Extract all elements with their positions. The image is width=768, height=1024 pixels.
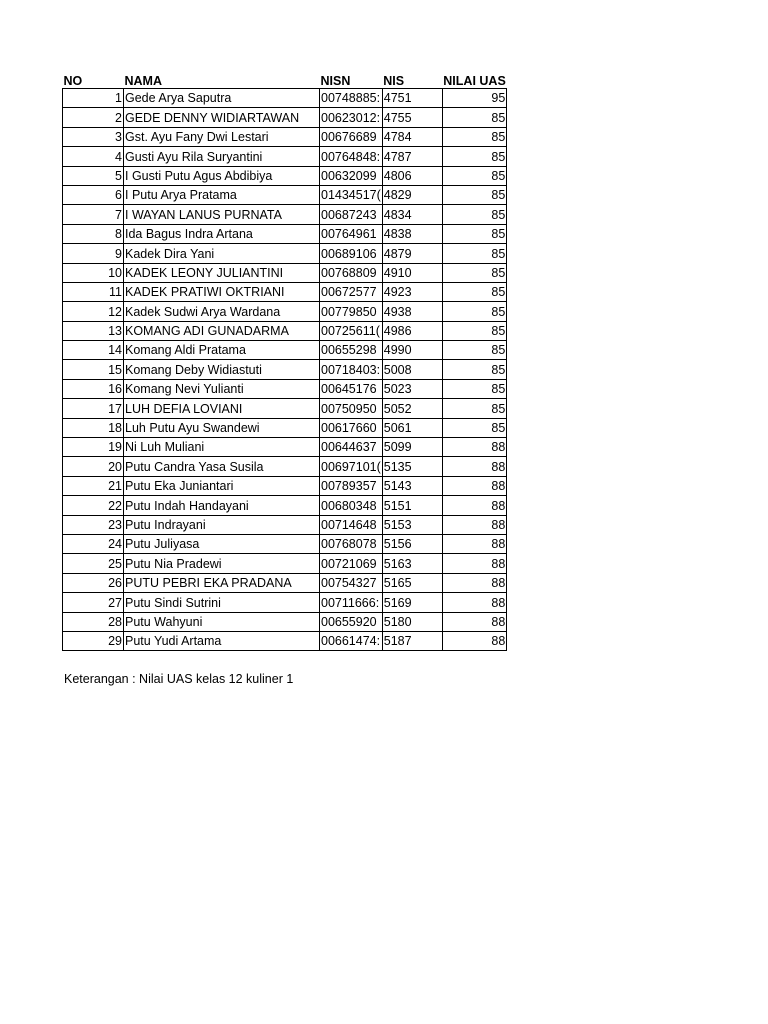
cell-no[interactable]: 13	[63, 321, 124, 340]
cell-nama[interactable]: Kadek Sudwi Arya Wardana	[124, 302, 320, 321]
header-nilai-uas: NILAI UAS	[443, 74, 506, 88]
cell-nilai-uas[interactable]: 88	[442, 515, 507, 534]
header-nis: NIS	[383, 74, 405, 88]
cell-no[interactable]: 16	[63, 379, 124, 398]
cell-nisn[interactable]: 00687243	[320, 205, 383, 224]
table-row	[63, 554, 507, 573]
cell-nama[interactable]: KADEK PRATIWI OKTRIANI	[124, 282, 320, 301]
cell-nis[interactable]: 5143	[382, 476, 442, 495]
cell-nilai-uas[interactable]: 85	[442, 224, 507, 243]
cell-nisn[interactable]: 01434517(	[320, 185, 383, 204]
cell-nama[interactable]: Putu Wahyuni	[124, 612, 320, 631]
spreadsheet	[62, 70, 507, 651]
cell-nilai-uas[interactable]: 88	[442, 457, 507, 476]
cell-no[interactable]: 20	[63, 457, 124, 476]
cell-nilai-uas[interactable]: 85	[442, 127, 507, 146]
table-row	[63, 534, 507, 553]
cell-nis[interactable]: 4787	[382, 147, 442, 166]
cell-nilai-uas[interactable]: 88	[442, 496, 507, 515]
cell-nis[interactable]: 4784	[382, 127, 442, 146]
cell-nis[interactable]: 4829	[382, 185, 442, 204]
cell-nilai-uas[interactable]: 85	[442, 185, 507, 204]
cell-nis[interactable]: 5151	[382, 496, 442, 515]
cell-nama[interactable]: GEDE DENNY WIDIARTAWAN	[124, 108, 320, 127]
cell-no[interactable]: 18	[63, 418, 124, 437]
cell-nis[interactable]: 5169	[382, 593, 442, 612]
cell-nama[interactable]: KOMANG ADI GUNADARMA	[124, 321, 320, 340]
cell-no[interactable]: 3	[63, 127, 124, 146]
cell-nilai-uas[interactable]: 88	[442, 438, 507, 457]
cell-nis[interactable]: 4755	[382, 108, 442, 127]
cell-no[interactable]: 29	[63, 631, 124, 650]
table-row	[63, 185, 507, 204]
table-row	[63, 399, 507, 418]
cell-nilai-uas[interactable]: 85	[442, 166, 507, 185]
table-row	[63, 457, 507, 476]
cell-nama[interactable]: Ida Bagus Indra Artana	[124, 224, 320, 243]
cell-nilai-uas[interactable]: 88	[442, 534, 507, 553]
cell-no[interactable]: 17	[63, 399, 124, 418]
cell-nama[interactable]: I Gusti Putu Agus Abdibiya	[124, 166, 320, 185]
cell-nis[interactable]: 4986	[382, 321, 442, 340]
cell-nama[interactable]: Putu Sindi Sutrini	[124, 593, 320, 612]
cell-nama[interactable]: Putu Nia Pradewi	[124, 554, 320, 573]
cell-nisn[interactable]: 00676689	[320, 127, 383, 146]
table-body	[63, 89, 507, 651]
cell-nisn[interactable]: 00748885:	[320, 89, 383, 108]
cell-nis[interactable]: 4910	[382, 263, 442, 282]
cell-nisn[interactable]: 00764848:	[320, 147, 383, 166]
cell-nama[interactable]: Komang Nevi Yulianti	[124, 379, 320, 398]
cell-nisn[interactable]: 00768078	[320, 534, 383, 553]
table-row	[63, 147, 507, 166]
cell-nilai-uas[interactable]: 88	[442, 554, 507, 573]
cell-nilai-uas[interactable]: 85	[442, 302, 507, 321]
cell-nilai-uas[interactable]: 88	[442, 476, 507, 495]
cell-no[interactable]: 26	[63, 573, 124, 592]
cell-nama[interactable]: Putu Candra Yasa Susila	[124, 457, 320, 476]
cell-nama[interactable]: Putu Eka Juniantari	[124, 476, 320, 495]
table-row	[63, 224, 507, 243]
table-row	[63, 612, 507, 631]
cell-nis[interactable]: 5156	[382, 534, 442, 553]
cell-nis[interactable]: 5023	[382, 379, 442, 398]
cell-nisn[interactable]: 00655920	[320, 612, 383, 631]
cell-nisn[interactable]: 00779850	[320, 302, 383, 321]
cell-nis[interactable]: 5187	[382, 631, 442, 650]
cell-no[interactable]: 11	[63, 282, 124, 301]
table-row	[63, 263, 507, 282]
cell-nilai-uas[interactable]: 85	[442, 341, 507, 360]
cell-nisn[interactable]: 00764961	[320, 224, 383, 243]
cell-nilai-uas[interactable]: 88	[442, 593, 507, 612]
table-row	[63, 244, 507, 263]
cell-no[interactable]: 23	[63, 515, 124, 534]
cell-nis[interactable]: 4751	[382, 89, 442, 108]
cell-no[interactable]: 24	[63, 534, 124, 553]
cell-no[interactable]: 22	[63, 496, 124, 515]
cell-no[interactable]: 8	[63, 224, 124, 243]
cell-nisn[interactable]: 00680348	[320, 496, 383, 515]
table-row	[63, 321, 507, 340]
cell-nama[interactable]: Gusti Ayu Rila Suryantini	[124, 147, 320, 166]
cell-nama[interactable]: Putu Indah Handayani	[124, 496, 320, 515]
cell-no[interactable]: 25	[63, 554, 124, 573]
grades-table	[62, 70, 507, 651]
table-row	[63, 282, 507, 301]
cell-nama[interactable]: I WAYAN LANUS PURNATA	[124, 205, 320, 224]
cell-nis[interactable]: 4938	[382, 302, 442, 321]
cell-nama[interactable]: Putu Indrayani	[124, 515, 320, 534]
cell-nisn[interactable]: 00789357	[320, 476, 383, 495]
cell-no[interactable]: 28	[63, 612, 124, 631]
cell-no[interactable]: 4	[63, 147, 124, 166]
cell-nama[interactable]: Gede Arya Saputra	[124, 89, 320, 108]
cell-nisn[interactable]: 00718403:	[320, 360, 383, 379]
cell-no[interactable]: 6	[63, 185, 124, 204]
cell-no[interactable]: 10	[63, 263, 124, 282]
cell-nama[interactable]: Kadek Dira Yani	[124, 244, 320, 263]
cell-nisn[interactable]: 00721069	[320, 554, 383, 573]
table-row	[63, 360, 507, 379]
cell-nis[interactable]: 5165	[382, 573, 442, 592]
cell-nama[interactable]: Ni Luh Muliani	[124, 438, 320, 457]
table-row	[63, 496, 507, 515]
cell-nisn[interactable]: 00661474:	[320, 631, 383, 650]
cell-nama[interactable]: Komang Deby Widiastuti	[124, 360, 320, 379]
cell-nama[interactable]: Putu Juliyasa	[124, 534, 320, 553]
cell-nilai-uas[interactable]: 85	[442, 360, 507, 379]
cell-nisn[interactable]: 00768809	[320, 263, 383, 282]
table-row	[63, 438, 507, 457]
cell-nis[interactable]: 4838	[382, 224, 442, 243]
cell-nama[interactable]: Luh Putu Ayu Swandewi	[124, 418, 320, 437]
cell-no[interactable]: 21	[63, 476, 124, 495]
header-row	[63, 70, 507, 89]
cell-nisn[interactable]: 00714648	[320, 515, 383, 534]
cell-no[interactable]: 7	[63, 205, 124, 224]
cell-nis[interactable]: 4990	[382, 341, 442, 360]
cell-nilai-uas[interactable]: 85	[442, 379, 507, 398]
cell-nilai-uas[interactable]: 85	[442, 282, 507, 301]
table-row	[63, 166, 507, 185]
table-row	[63, 108, 507, 127]
cell-nis[interactable]: 4806	[382, 166, 442, 185]
cell-nisn[interactable]: 00689106	[320, 244, 383, 263]
cell-no[interactable]: 14	[63, 341, 124, 360]
table-row	[63, 379, 507, 398]
cell-no[interactable]: 12	[63, 302, 124, 321]
table-row	[63, 89, 507, 108]
cell-nis[interactable]: 5180	[382, 612, 442, 631]
cell-nis[interactable]: 5061	[382, 418, 442, 437]
footnote: Keterangan : Nilai UAS kelas 12 kuliner 1	[64, 672, 294, 686]
header-nama: NAMA	[124, 74, 162, 88]
table-row	[63, 593, 507, 612]
cell-nilai-uas[interactable]: 85	[442, 108, 507, 127]
cell-nilai-uas[interactable]: 95	[442, 89, 507, 108]
cell-nisn[interactable]: 00645176	[320, 379, 383, 398]
cell-nama[interactable]: LUH DEFIA LOVIANI	[124, 399, 320, 418]
cell-nis[interactable]: 5135	[382, 457, 442, 476]
cell-nis[interactable]: 4923	[382, 282, 442, 301]
cell-nisn[interactable]: 00750950	[320, 399, 383, 418]
cell-nisn[interactable]: 00754327	[320, 573, 383, 592]
cell-nilai-uas[interactable]: 88	[442, 612, 507, 631]
cell-nis[interactable]: 5099	[382, 438, 442, 457]
cell-nilai-uas[interactable]: 88	[442, 631, 507, 650]
cell-nilai-uas[interactable]: 85	[442, 263, 507, 282]
table-row	[63, 515, 507, 534]
cell-no[interactable]: 5	[63, 166, 124, 185]
cell-nis[interactable]: 5008	[382, 360, 442, 379]
cell-nilai-uas[interactable]: 85	[442, 321, 507, 340]
cell-nisn[interactable]: 00644637	[320, 438, 383, 457]
header-nisn: NISN	[320, 74, 351, 88]
cell-nis[interactable]: 5163	[382, 554, 442, 573]
table-row	[63, 573, 507, 592]
cell-no[interactable]: 1	[63, 89, 124, 108]
table-row	[63, 341, 507, 360]
cell-nilai-uas[interactable]: 85	[442, 418, 507, 437]
table-row	[63, 302, 507, 321]
cell-nis[interactable]: 5153	[382, 515, 442, 534]
cell-nisn[interactable]: 00623012:	[320, 108, 383, 127]
table-row	[63, 205, 507, 224]
cell-nilai-uas[interactable]: 85	[442, 244, 507, 263]
cell-no[interactable]: 19	[63, 438, 124, 457]
cell-nilai-uas[interactable]: 85	[442, 205, 507, 224]
cell-nilai-uas[interactable]: 85	[442, 399, 507, 418]
cell-no[interactable]: 9	[63, 244, 124, 263]
cell-nama[interactable]: I Putu Arya Pratama	[124, 185, 320, 204]
cell-no[interactable]: 15	[63, 360, 124, 379]
table-row	[63, 127, 507, 146]
cell-no[interactable]: 2	[63, 108, 124, 127]
table-row	[63, 476, 507, 495]
cell-nama[interactable]: Komang Aldi Pratama	[124, 341, 320, 360]
cell-nis[interactable]: 5052	[382, 399, 442, 418]
cell-nama[interactable]: KADEK LEONY JULIANTINI	[124, 263, 320, 282]
cell-nisn[interactable]: 00711666:	[320, 593, 383, 612]
cell-nisn[interactable]: 00632099	[320, 166, 383, 185]
cell-nisn[interactable]: 00697101(	[320, 457, 383, 476]
cell-nisn[interactable]: 00725611(	[320, 321, 383, 340]
cell-nama[interactable]: Gst. Ayu Fany Dwi Lestari	[124, 127, 320, 146]
cell-nis[interactable]: 4834	[382, 205, 442, 224]
cell-nisn[interactable]: 00655298	[320, 341, 383, 360]
cell-nama[interactable]: PUTU PEBRI EKA PRADANA	[124, 573, 320, 592]
cell-nilai-uas[interactable]: 88	[442, 573, 507, 592]
table-row	[63, 418, 507, 437]
cell-nilai-uas[interactable]: 85	[442, 147, 507, 166]
cell-nisn[interactable]: 00672577	[320, 282, 383, 301]
cell-nisn[interactable]: 00617660	[320, 418, 383, 437]
header-no: NO	[63, 74, 83, 88]
cell-nama[interactable]: Putu Yudi Artama	[124, 631, 320, 650]
table-row	[63, 631, 507, 650]
cell-nis[interactable]: 4879	[382, 244, 442, 263]
cell-no[interactable]: 27	[63, 593, 124, 612]
